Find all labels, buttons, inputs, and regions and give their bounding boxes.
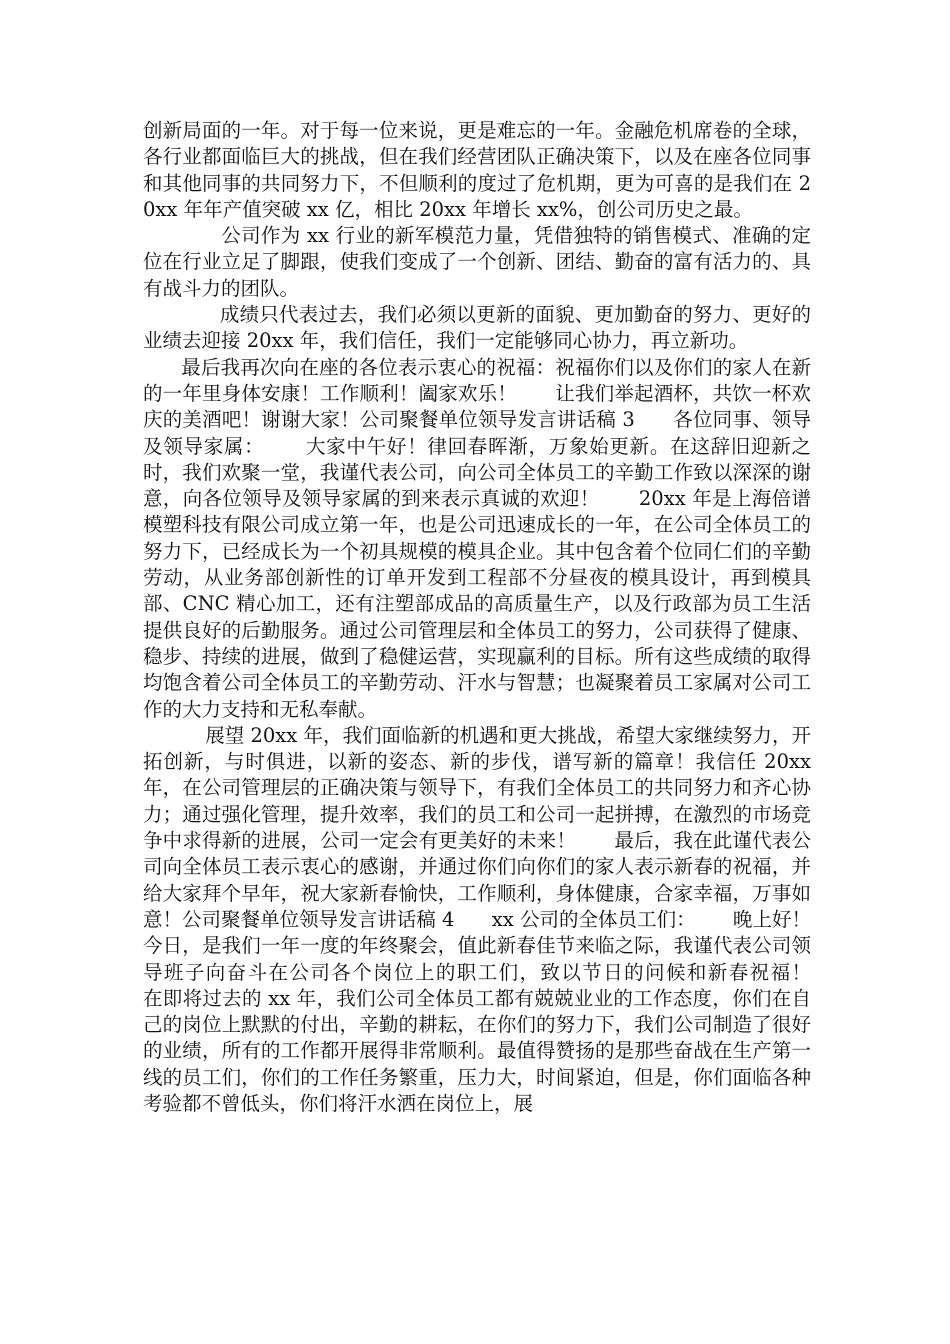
paragraph-2: 公司作为 xx 行业的新军模范力量，凭借独特的销售模式、准确的定位在行业立足了脚跟，使我们变成了一个创新、团结、勤奋的富有活力的、具有战斗力的团队。: [143, 224, 811, 300]
paragraph-1: 创新局面的一年。对于每一位来说，更是难忘的一年。金融危机席卷的全球，各行业都面临巨大的挑战，但在我们经营团队正确决策下，以及在座各位同事和其他同事的共同努力下，不但顺利的度过了危机期，更为可喜的是我们在 20xx 年年产值突破 xx 亿，相比 20xx 年增长 xx%，创公司历史之最。: [143, 119, 811, 221]
paragraph-3: 成绩只代表过去，我们必须以更新的面貌、更加勤奋的努力、更好的业绩去迎接 20xx 年，我们信任，我们一定能够同心协力，再立新功。: [143, 303, 811, 353]
paragraph-4: 最后我再次向在座的各位表示衷心的祝福：祝福你们以及你们的家人在新的一年里身体安康！工作顺利！阖家欢乐！ 让我们举起酒杯，共饮一杯欢庆的美酒吧！谢谢大家！公司聚餐单位领导发言讲话稿 3 各位同事、领导及领导家属： 大家中午好！律回春晖渐，万象始更新。在这辞旧迎新之时，我们欢聚一堂，我谨代表公司，向公司全体员工的辛勤工作致以深深的谢意，向各位领导及领导家属的到来表示真诚的欢迎！ 20xx 年是上海倍谱模塑科技有限公司成立第一年，也是公司迅速成长的一年，在公司全体员工的努力下，已经成长为一个初具规模的模具企业。其中包含着个位同仁们的辛勤劳动，从业务部创新性的订单开发到工程部不分昼夜的模具设计，再到模具部、CNC 精心加工，还有注塑部成品的高质量生产，以及行政部为员工生活提供良好的后勤服务。通过公司管理层和全体员工的努力，公司获得了健康、稳步、持续的进展，做到了稳健运营，实现赢利的目标。所有这些成绩的取得均饱含着公司全体员工的辛勤劳动、汗水与智慧；也凝聚着员工家属对公司工作的大力支持和无私奉献。: [143, 355, 811, 721]
document-body: [143, 118, 849, 1117]
paragraph-5: 展望 20xx 年，我们面临新的机遇和更大挑战，希望大家继续努力，开拓创新，与时俱进，以新的姿态、新的步伐，谱写新的篇章！我信任 20xx 年，在公司管理层的正确决策与领导下，有我们全体员工的共同努力和齐心协力；通过强化管理，提升效率，我们的员工和公司一起拼搏，在激烈的市场竞争中求得新的进展，公司一定会有更美好的未来！ 最后，我在此谨代表公司向全体员工表示衷心的感谢，并通过你们向你们的家人表示新春的祝福，并给大家拜个早年，祝大家新春愉快，工作顺利，身体健康，合家幸福，万事如意！公司聚餐单位领导发言讲话稿 4 xx 公司的全体员工们： 晚上好！ 今日，是我们一年一度的年终聚会，值此新春佳节来临之际，我谨代表公司领导班子向奋斗在公司各个岗位上的职工们，致以节日的问候和新春祝福！ 在即将过去的 xx 年，我们公司全体员工都有兢兢业业的工作态度，你们在自己的岗位上默默的付出，辛勤的耕耘，在你们的努力下，我们公司制造了很好的业绩，所有的工作都开展得非常顺利。最值得赞扬的是那些奋战在生产第一线的员工们，你们的工作任务繁重，压力大，时间紧迫，但是，你们面临各种考验都不曾低头，你们将汗水洒在岗位上，展: [143, 723, 849, 1115]
